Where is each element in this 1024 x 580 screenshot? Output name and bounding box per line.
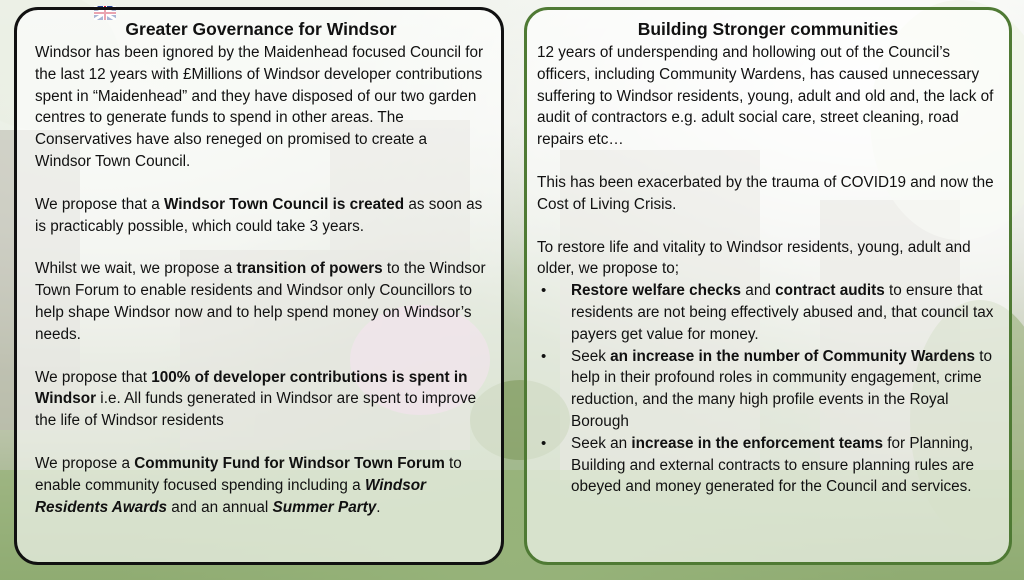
transition-of-powers-proposal: Whilst we wait, we propose a transition of powers to the Windsor Town Forum to enable residents and Windsor only Councillors to help shape Windsor now and to help spend money on Windsor’s needs. [35,260,486,343]
governance-panel [14,7,504,565]
town-council-proposal: We propose that a Windsor Town Council is created as soon as is practicably possible, which could take 3 years. [35,195,483,235]
developer-contributions-proposal: We propose that 100% of developer contributions is spent in Windsor i.e. All funds generated in Windsor are spent to improve the life of Windsor residents [35,368,477,430]
bullet-icon: • [541,347,547,365]
communities-title: Building Stronger communities [637,19,899,39]
proposal-list [537,280,999,498]
governance-title: Greater Governance for Windsor [125,19,397,39]
communities-panel [524,7,1012,565]
restore-paragraph: To restore life and vitality to Windsor residents, young, adult and older, we propose to; [537,238,971,278]
governance-intro: Windsor has been ignored by the Maidenhead focused Council for the last 12 years with £Millions of Windsor developer contributions spent in “Maidenhead” and they have disposed of our two garden centres to generate funds to spend in other areas. The Conservatives have also reneged on promised to create a Windsor Town Council. [35,44,484,170]
communities-intro: 12 years of underspending and hollowing out of the Council’s officers, including Community Wardens, has caused unnecessary suffering to Windsor residents, young, adult and old and, the lack of audit of contractors e.g. adult social care, street cleaning, road repairs etc… [537,44,994,149]
bullet-icon: • [541,434,547,452]
community-fund-proposal: We propose a Community Fund for Windsor Town Forum to enable community focused spending including a Windsor Residents Awards and an annual Summer Party. [35,454,462,516]
list-item: • Restore welfare checks and contract audits to ensure that residents are not being effectively abused and, that council tax payers get value for money. [541,282,994,343]
bullet-icon: • [541,282,547,300]
list-item: • Seek an increase in the number of Community Wardens to help in their profound roles in community engagement, crime reduction, and the many high profile events in the Royal Borough [541,347,993,430]
covid-paragraph: This has been exacerbated by the trauma of COVID19 and now the Cost of Living Crisis. [537,173,994,213]
list-item: • Seek an increase in the enforcement teams for Planning, Building and external contracts to ensure planning rules are obeyed and money generated for the Council and services. [541,434,975,496]
